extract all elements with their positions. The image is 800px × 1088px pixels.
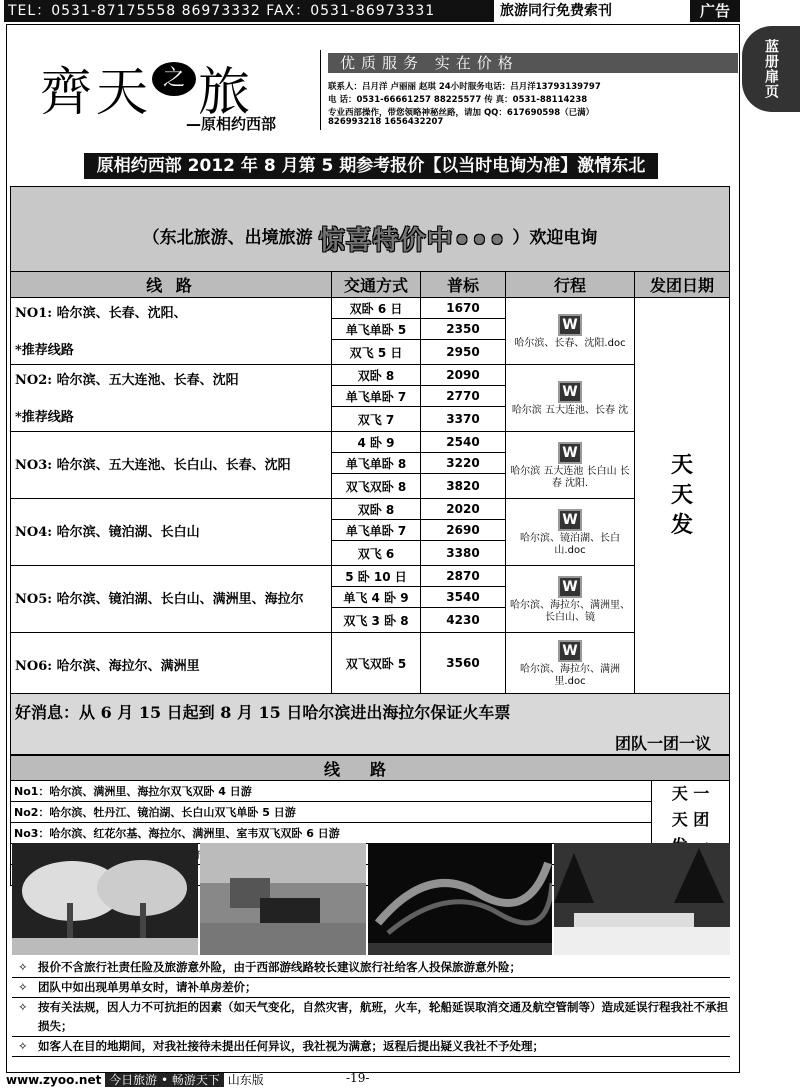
route-name-cell bbox=[11, 365, 332, 432]
doc-filename: 哈尔滨、海拉尔、满洲里.doc bbox=[520, 664, 620, 687]
note-bullet-icon: ✧ bbox=[18, 960, 28, 974]
price-table bbox=[10, 186, 730, 755]
standard-price: 2690 bbox=[421, 520, 506, 541]
transport-mode: 双卧 6 日 bbox=[332, 298, 421, 319]
itinerary-doc-link[interactable] bbox=[506, 432, 635, 499]
snow-village-photo bbox=[554, 843, 730, 955]
note-text: 按有关法规，因人力不可抗拒的因素（如天气变化，自然灾害，航班，火车，轮船延误取消交通及航空管制等）造成延误行程我社不承担损失； bbox=[38, 1000, 728, 1033]
header-itinerary: 行程 bbox=[506, 272, 635, 298]
recommended-tag: *推荐线路 bbox=[15, 343, 74, 358]
standard-price: 2770 bbox=[421, 386, 506, 407]
recommended-tag: *推荐线路 bbox=[15, 410, 74, 425]
transport-mode: 4 卧 9 bbox=[332, 432, 421, 453]
footer bbox=[6, 1071, 746, 1085]
doc-filename: 哈尔滨、海拉尔、满洲里、长白山、镜 bbox=[510, 600, 630, 623]
standard-price: 4230 bbox=[421, 608, 506, 633]
motto-bar: 优质服务 实在价格 bbox=[328, 53, 738, 73]
table2-row: No3：哈尔滨、红花尔基、海拉尔、满洲里、室韦双飞双卧 6 日游 bbox=[11, 823, 652, 844]
footer-tagline: 今日旅游 • 畅游天下 bbox=[105, 1073, 224, 1087]
logo-circle: 之 bbox=[152, 62, 196, 96]
standard-price: 3540 bbox=[421, 587, 506, 608]
standard-price: 2870 bbox=[421, 566, 506, 587]
note-item bbox=[12, 998, 730, 1037]
group-line: 天 一 bbox=[671, 784, 710, 803]
route-row bbox=[11, 633, 730, 694]
header-price: 普标 bbox=[421, 272, 506, 298]
transport-mode: 双飞 5 日 bbox=[332, 340, 421, 365]
standard-price: 2540 bbox=[421, 432, 506, 453]
rime-trees-photo bbox=[12, 843, 198, 955]
standard-price: 3560 bbox=[421, 633, 506, 694]
route-name: NO4: 哈尔滨、镜泊湖、长白山 bbox=[15, 525, 200, 540]
doc-filename: 哈尔滨 五大连池、长春 沈 bbox=[511, 405, 629, 416]
standard-price: 2020 bbox=[421, 499, 506, 520]
news-line1: 好消息：从 6 月 15 日起到 8 月 15 日哈尔滨进出海拉尔保证火车票 bbox=[15, 703, 511, 722]
footer-edition: 山东版 bbox=[227, 1073, 264, 1087]
transport-mode: 单飞单卧 5 bbox=[332, 319, 421, 340]
standard-price: 2350 bbox=[421, 319, 506, 340]
promo-banner bbox=[11, 187, 730, 272]
table2-row: No1：哈尔滨、满洲里、海拉尔双飞双卧 4 日游 bbox=[11, 781, 652, 802]
route-name-cell bbox=[11, 499, 332, 566]
notes-section bbox=[12, 958, 730, 1057]
standard-price: 1670 bbox=[421, 298, 506, 319]
word-doc-icon[interactable]: W bbox=[558, 381, 582, 403]
transport-mode: 双飞 3 卧 8 bbox=[332, 608, 421, 633]
ad-tag: 广告 bbox=[690, 0, 740, 22]
note-bullet-icon: ✧ bbox=[18, 1000, 28, 1014]
transport-mode: 双飞 6 bbox=[332, 541, 421, 566]
note-text: 如客人在目的地期间，对我社接待未提出任何异议，我社视为满意；返程后提出疑义我社不予处理； bbox=[38, 1039, 544, 1053]
magazine-slogan: 旅游同行免费索刊 bbox=[500, 3, 612, 19]
news-line2: 团队一团一议 bbox=[614, 734, 711, 753]
standard-price: 3380 bbox=[421, 541, 506, 566]
side-tab: 蓝册扉页 bbox=[742, 26, 800, 112]
top-bar bbox=[0, 0, 800, 22]
route-row bbox=[11, 566, 730, 587]
word-doc-icon[interactable]: W bbox=[558, 576, 582, 598]
route-name: NO5: 哈尔滨、镜泊湖、长白山、满洲里、海拉尔 bbox=[15, 592, 304, 607]
transport-mode: 5 卧 10 日 bbox=[332, 566, 421, 587]
route-row bbox=[11, 432, 730, 453]
itinerary-doc-link[interactable] bbox=[506, 633, 635, 694]
table2-header bbox=[11, 756, 730, 781]
standard-price: 3820 bbox=[421, 474, 506, 499]
page-title: 原相约西部 2012 年 8 月第 5 期参考报价【以当时电询为准】激情东北 bbox=[84, 153, 658, 179]
transport-mode: 双飞 7 bbox=[332, 407, 421, 432]
note-bullet-icon: ✧ bbox=[18, 980, 28, 994]
contact-row: 联系人：吕月洋 卢丽丽 赵琪 24小时服务电话：吕月洋13793139797 bbox=[328, 82, 601, 92]
contact-line: TEL：0531-87175558 86973332 FAX：0531-86973331 bbox=[4, 0, 494, 22]
note-item bbox=[12, 958, 730, 978]
transport-mode: 单飞单卧 8 bbox=[332, 453, 421, 474]
footer-site: www.zyoo.net bbox=[6, 1073, 102, 1087]
logo-left: 齊天 bbox=[40, 63, 153, 123]
photo-strip bbox=[12, 843, 730, 955]
logo-subtitle: —原相约西部 bbox=[186, 115, 277, 133]
route-name: NO2: 哈尔滨、五大连池、长春、沈阳 bbox=[15, 373, 239, 388]
transport-mode: 双飞双卧 5 bbox=[332, 633, 421, 694]
page-number: -19- bbox=[346, 1071, 370, 1085]
note-text: 团队中如出现单男单女时，请补单房差价； bbox=[38, 980, 257, 994]
contact-row: 专业西部操作，带您领略神秘丝路，请加 QQ：617690598（已满） bbox=[328, 108, 595, 118]
standard-price: 3220 bbox=[421, 453, 506, 474]
route-name: NO6: 哈尔滨、海拉尔、满洲里 bbox=[15, 659, 200, 674]
note-text: 报价不含旅行社责任险及旅游意外险，由于西部游线路较长建议旅行社给客人投保旅游意外险； bbox=[38, 960, 521, 974]
standard-price: 2950 bbox=[421, 340, 506, 365]
doc-filename: 哈尔滨、镜泊湖、长白山.doc bbox=[520, 533, 620, 556]
transport-mode: 单飞单卧 7 bbox=[332, 520, 421, 541]
aurora-photo bbox=[368, 843, 552, 955]
header-departure: 发团日期 bbox=[635, 272, 730, 298]
banner-special: 惊喜特价中••• bbox=[318, 225, 507, 256]
daily-char: 天 bbox=[670, 482, 693, 508]
contact-row: 826993218 1656432207 bbox=[328, 117, 444, 127]
contact-row: 电 话：0531-66661257 88225577 传 真：0531-88114238 bbox=[328, 95, 588, 105]
word-doc-icon[interactable]: W bbox=[558, 640, 582, 662]
route-row bbox=[11, 298, 730, 319]
departure-daily bbox=[635, 298, 730, 694]
transport-mode: 单飞单卧 7 bbox=[332, 386, 421, 407]
route-row bbox=[11, 365, 730, 386]
daily-char: 天 bbox=[670, 452, 693, 478]
route-name-cell bbox=[11, 633, 332, 694]
route-name: NO3: 哈尔滨、五大连池、长白山、长春、沈阳 bbox=[15, 458, 291, 473]
route-name-cell bbox=[11, 298, 332, 365]
itinerary-doc-link[interactable] bbox=[506, 499, 635, 566]
table-header bbox=[11, 272, 730, 298]
itinerary-doc-link[interactable] bbox=[506, 365, 635, 432]
train-square-photo bbox=[200, 843, 366, 955]
transport-mode: 双卧 8 bbox=[332, 365, 421, 386]
price-table-wrapper bbox=[10, 186, 730, 886]
word-doc-icon[interactable]: W bbox=[558, 509, 582, 531]
table2-row: No2：哈尔滨、牡丹江、镜泊湖、长白山双飞单卧 5 日游 bbox=[11, 802, 652, 823]
transport-mode: 单飞 4 卧 9 bbox=[332, 587, 421, 608]
word-doc-icon[interactable]: W bbox=[558, 442, 582, 464]
banner-left: （东北旅游、出境旅游 bbox=[142, 227, 313, 248]
note-item bbox=[12, 1037, 730, 1057]
doc-filename: 哈尔滨 五大连池 长白山 长春 沈阳. bbox=[510, 466, 630, 489]
standard-price: 2090 bbox=[421, 365, 506, 386]
route-name: NO1: 哈尔滨、长春、沈阳、 bbox=[15, 306, 187, 321]
good-news-row bbox=[11, 694, 730, 755]
header-route: 线 路 bbox=[11, 272, 332, 298]
transport-mode: 双卧 8 bbox=[332, 499, 421, 520]
route-name-cell bbox=[11, 432, 332, 499]
doc-filename: 哈尔滨、长春、沈阳.doc bbox=[514, 338, 626, 349]
word-doc-icon[interactable]: W bbox=[558, 314, 582, 336]
route-name-cell bbox=[11, 566, 332, 633]
itinerary-doc-link[interactable] bbox=[506, 298, 635, 365]
transport-mode: 双飞双卧 8 bbox=[332, 474, 421, 499]
banner-right: ）欢迎电询 bbox=[512, 227, 598, 248]
standard-price: 3370 bbox=[421, 407, 506, 432]
route-row bbox=[11, 499, 730, 520]
table2-header-cell: 线路 bbox=[11, 756, 730, 781]
itinerary-doc-link[interactable] bbox=[506, 566, 635, 633]
note-bullet-icon: ✧ bbox=[18, 1039, 28, 1053]
header-divider bbox=[320, 50, 321, 130]
logo-right: 旅 bbox=[198, 63, 255, 123]
group-line: 天 团 bbox=[671, 810, 710, 829]
daily-char: 发 bbox=[670, 512, 693, 538]
header-transport: 交通方式 bbox=[332, 272, 421, 298]
note-item bbox=[12, 978, 730, 998]
